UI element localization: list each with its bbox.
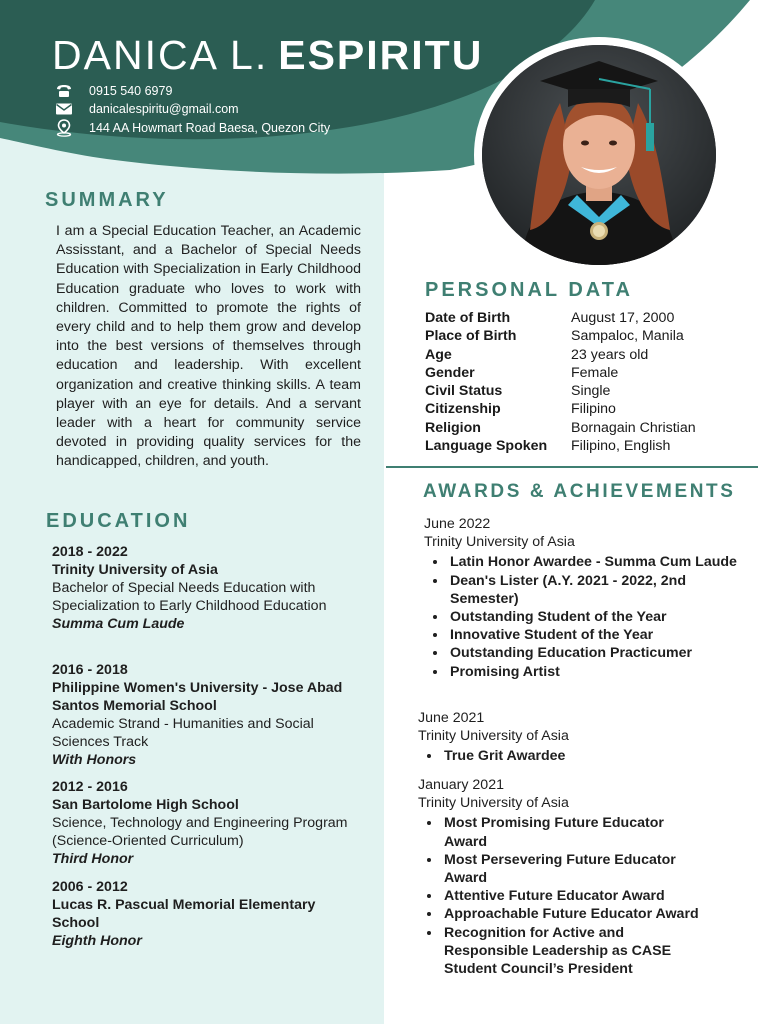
personal-data-value: August 17, 2000 [571,310,675,326]
award-list [418,747,738,765]
award-list [418,814,708,978]
summary-title: SUMMARY [45,189,169,211]
education-honor: Eighth Honor [52,933,142,949]
education-program: Science, Technology and Engineering Program (Science-Oriented Curriculum) [52,815,348,849]
personal-data-table [425,309,696,455]
first-name: DANICA L. [52,32,269,78]
personal-data-value: Filipino [571,401,616,418]
education-honor: Summa Cum Laude [52,616,185,632]
personal-data-value: Single [571,383,611,400]
award-organization: Trinity University of Asia [418,795,569,812]
education-years: 2006 - 2012 [52,879,128,895]
award-organization: Trinity University of Asia [424,534,575,551]
education-honor: Third Honor [52,851,134,867]
education-honor: With Honors [52,752,137,768]
award-date: June 2021 [418,710,485,726]
phone-icon [55,83,73,99]
award-group [418,709,738,766]
education-years: 2012 - 2016 [52,779,128,795]
award-date: June 2022 [424,516,491,532]
award-item: • Outstanding Student of the Year [448,608,744,626]
education-program: Academic Strand - Humanities and Social Sciences Track [52,716,314,750]
award-item: • Promising Artist [448,663,744,681]
award-item: • Outstanding Education Practicumer [448,644,744,662]
awards-title: AWARDS & ACHIEVEMENTS [423,481,736,502]
education-program: Bachelor of Special Needs Education with Specialization to Early Childhood Education [52,580,327,614]
personal-data-row [425,382,696,400]
award-item: • Latin Honor Awardee - Summa Cum Laude [448,553,744,571]
education-years: 2018 - 2022 [52,544,128,560]
education-school: Trinity University of Asia [52,562,218,578]
last-name: ESPIRITU [278,32,484,78]
contact-address [55,119,330,137]
home-address: 144 AA Howmart Road Baesa, Quezon City [89,121,331,135]
award-list [424,553,744,680]
education-school: San Bartolome High School [52,797,239,813]
education-title: EDUCATION [46,510,191,532]
award-group [418,776,708,978]
profile-photo [482,45,716,265]
personal-data-label: Religion [425,419,481,436]
personal-data-value: Bornagain Christian [571,419,696,436]
location-pin-icon [55,119,73,137]
email-address: danicalespiritu@gmail.com [89,102,239,116]
education-school: Philippine Women's University - Jose Abad Santos Memorial School [52,680,343,714]
award-item: • Approachable Future Educator Award [442,905,708,923]
graduate-portrait-illustration [482,45,716,265]
summary-text: I am a Special Education Teacher, an Academic Assisstant, and a Bachelor of Special Needs Education with Specialization in Early Childhood Education graduate who loves to work with children. Committed to promote the rights of every child and to help them grow and develop into the best versions of themselves through education and leadership. With excellent organization and creative thinking skills. A team player with an eye for details. And a servant leader with a heart for community service devoted in providing quality services for the handicapped, children, and youth. [56,223,361,470]
education-entry [52,878,352,950]
personal-data-row [425,437,696,455]
personal-data-value: 23 years old [571,346,649,363]
education-years: 2016 - 2018 [52,662,128,678]
personal-data-label: Civil Status [425,383,503,400]
personal-data-row [425,327,696,345]
phone-number: 0915 540 6979 [89,84,173,98]
personal-data-row [425,309,696,327]
education-entry [52,543,352,633]
personal-data-row [425,419,696,437]
personal-data-title: PERSONAL DATA [425,279,633,301]
personal-data-value: Filipino, English [571,438,671,455]
award-item: • True Grit Awardee [442,747,738,765]
personal-data-label: Age [425,346,452,363]
award-item: • Attentive Future Educator Award [442,887,708,905]
education-school: Lucas R. Pascual Memorial Elementary School [52,897,316,931]
personal-data-label: Language Spoken [425,438,548,455]
award-item: • Innovative Student of the Year [448,626,744,644]
personal-data-label: Place of Birth [425,328,517,345]
award-item: • Most Promising Future Educator Award [442,814,708,850]
personal-data-value: Sampaloc, Manila [571,328,684,345]
section-divider [386,466,758,468]
award-item: • Most Persevering Future Educator Award [442,851,708,887]
award-group [424,515,744,681]
personal-data-label: Gender [425,364,475,381]
award-date: January 2021 [418,777,504,793]
personal-data-row [425,364,696,382]
award-organization: Trinity University of Asia [418,728,569,745]
personal-data-value: Female [571,364,619,381]
personal-data-label: Citizenship [425,401,501,418]
personal-data-label: Date of Birth [425,310,511,326]
award-item: • Recognition for Active and Responsible Leadership as CASE Student Council’s President [442,924,708,979]
envelope-icon [55,101,73,117]
personal-data-row [425,346,696,364]
award-item: • Dean's Lister (A.Y. 2021 - 2022, 2nd Semester) [448,572,744,608]
education-entry [52,661,352,769]
candidate-name [52,32,483,79]
personal-data-row [425,400,696,418]
contact-phone [55,83,172,99]
education-entry [52,778,352,868]
contact-email [55,101,239,117]
